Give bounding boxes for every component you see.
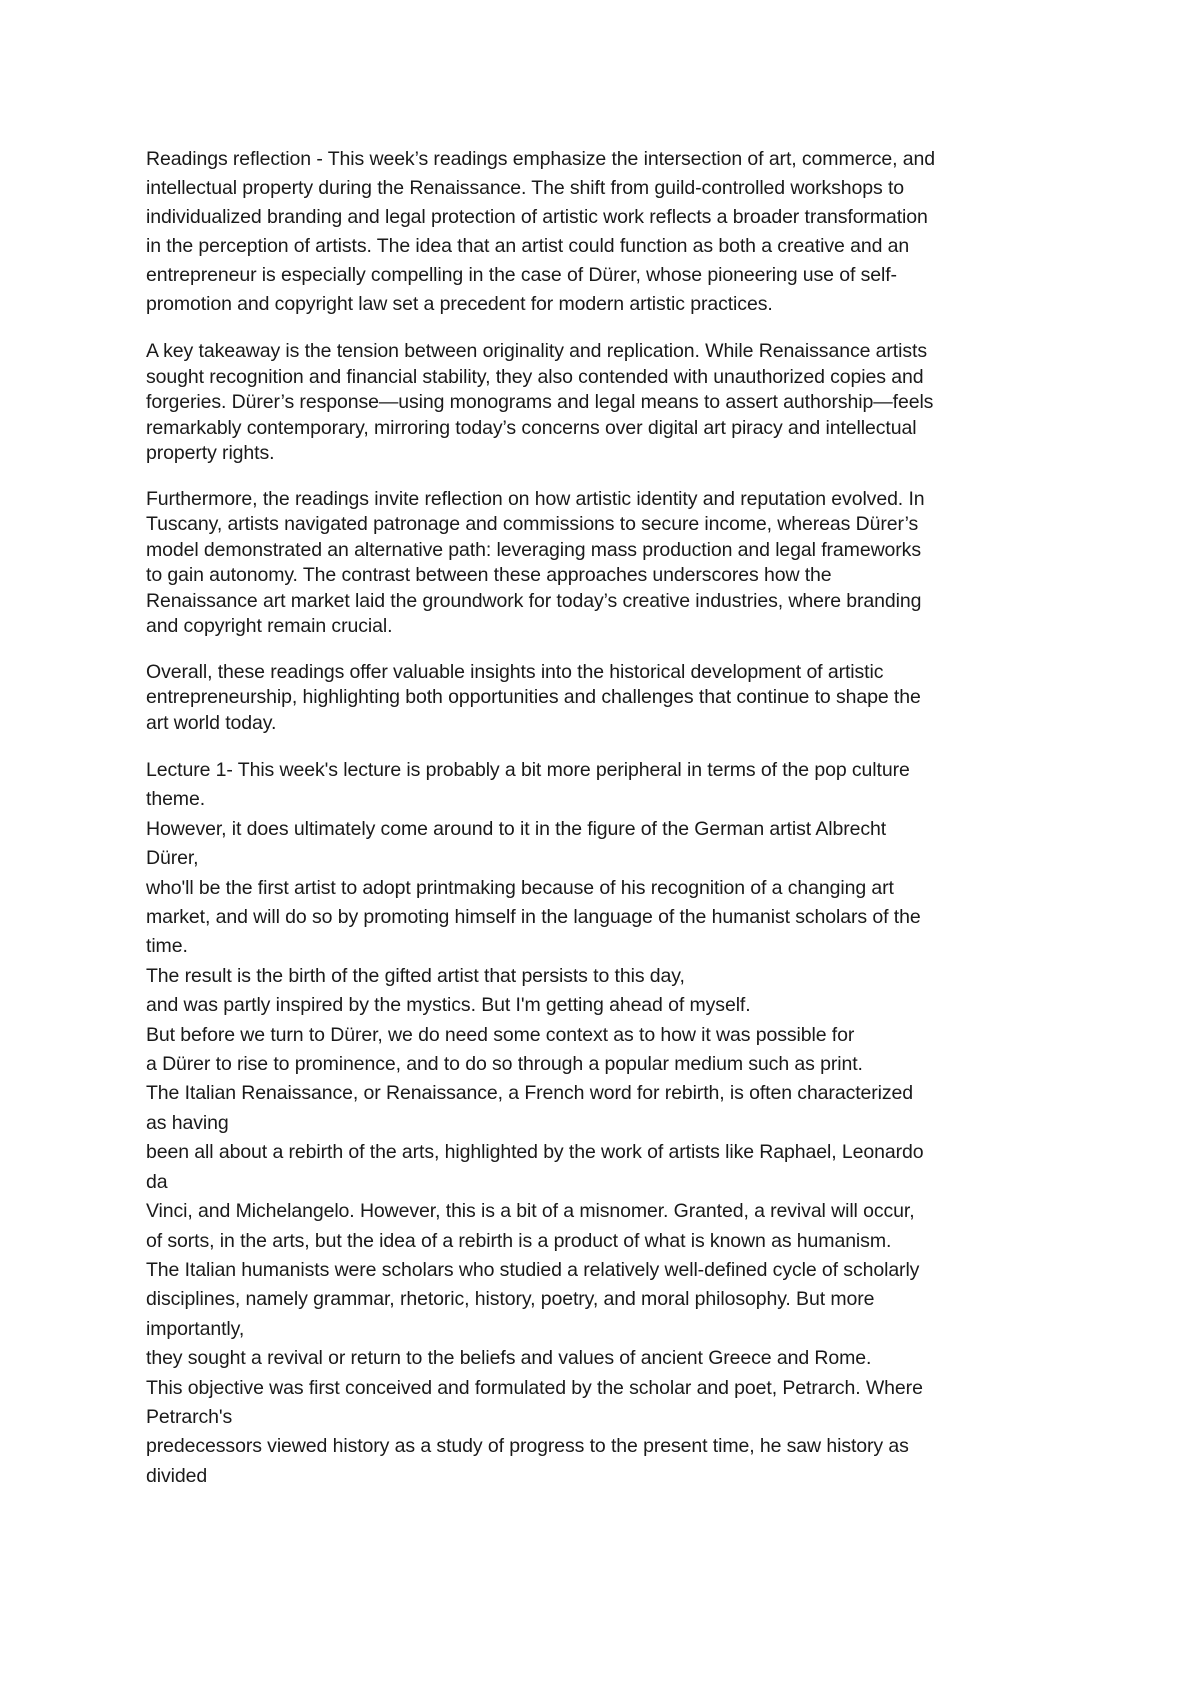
text-line: sought recognition and financial stability, they also contended with unauthorized copies and [146,365,924,388]
lecture-line: da [146,1170,168,1193]
text-line: promotion and copyright law set a precedent for modern artistic practices. [146,293,773,315]
text-line: property rights. [146,442,275,464]
text-line: forgeries. Dürer’s response—using monograms and legal means to assert authorship—feels [146,391,934,413]
text-line: intellectual property during the Renaissance. The shift from guild-controlled workshops to [146,177,905,199]
text-line: model demonstrated an alternative path: leveraging mass production and legal frameworks [146,538,921,561]
lecture-line: The Italian Renaissance, or Renaissance, a French word for rebirth, is often characterized [146,1082,914,1105]
document-body [146,145,1086,1491]
lecture-transcript [146,756,1086,1491]
text-line: individualized branding and legal protection of artistic work reflects a broader transformation [146,206,928,228]
text-line: A key takeaway is the tension between originality and replication. While Renaissance artists [146,340,927,362]
text-line: and copyright remain crucial. [146,615,393,637]
text-line: entrepreneurship, highlighting both opportunities and challenges that continue to shape the [146,686,921,708]
lecture-line: importantly, [146,1317,245,1340]
text-line: Tuscany, artists navigated patronage and commissions to secure income, whereas Dürer’s [146,513,919,535]
lecture-line: and was partly inspired by the mystics. But I'm getting ahead of myself. [146,994,751,1017]
lecture-line: market, and will do so by promoting himself in the language of the humanist scholars of the [146,906,921,929]
lecture-line: However, it does ultimately come around to it in the figure of the German artist Albrecht [146,817,887,840]
lecture-line: This objective was first conceived and formulated by the scholar and poet, Petrarch. Where [146,1376,923,1399]
reflection-paragraph-1 [146,145,1086,319]
text-line: in the perception of artists. The idea that an artist could function as both a creative and an [146,235,910,257]
lecture-line: as having [146,1111,229,1134]
lecture-line: disciplines, namely grammar, rhetoric, history, poetry, and moral philosophy. But more [146,1288,875,1311]
reflection-paragraph-3 [146,487,1086,640]
lecture-line: of sorts, in the arts, but the idea of a rebirth is a product of what is known as humanism. [146,1229,892,1252]
lecture-line: time. [146,935,188,958]
text-line: Readings reflection - This week’s readings emphasize the intersection of art, commerce, and [146,148,935,170]
text-line: to gain autonomy. The contrast between these approaches underscores how the [146,564,832,586]
text-line: Overall, these readings offer valuable insights into the historical development of artistic [146,660,884,683]
text-line: Furthermore, the readings invite reflection on how artistic identity and reputation evolved. In [146,487,925,510]
lecture-line: a Dürer to rise to prominence, and to do so through a popular medium such as print. [146,1053,863,1076]
lecture-line: Lecture 1- This week's lecture is probably a bit more peripheral in terms of the pop culture [146,759,910,781]
lecture-line: divided [146,1464,208,1487]
lecture-line: Vinci, and Michelangelo. However, this is a bit of a misnomer. Granted, a revival will occur, [146,1200,915,1223]
lecture-line: predecessors viewed history as a study of progress to the present time, he saw history as [146,1435,909,1458]
lecture-line: Dürer, [146,847,199,870]
text-line: entrepreneur is especially compelling in the case of Dürer, whose pioneering use of self- [146,264,897,286]
reflection-paragraph-4 [146,660,1086,737]
lecture-line: theme. [146,788,206,811]
text-line: remarkably contemporary, mirroring today’s concerns over digital art piracy and intellectual [146,416,917,439]
lecture-line: Petrarch's [146,1405,233,1428]
text-line: art world today. [146,711,277,734]
text-line: Renaissance art market laid the groundwork for today’s creative industries, where branding [146,589,922,612]
reflection-paragraph-2 [146,339,1086,467]
lecture-line: they sought a revival or return to the beliefs and values of ancient Greece and Rome. [146,1347,872,1370]
lecture-line: The Italian humanists were scholars who studied a relatively well-defined cycle of scholarly [146,1258,920,1281]
lecture-line: The result is the birth of the gifted artist that persists to this day, [146,964,685,987]
lecture-line: been all about a rebirth of the arts, highlighted by the work of artists like Raphael, Leonardo [146,1141,924,1164]
lecture-line: who'll be the first artist to adopt printmaking because of his recognition of a changing art [146,876,894,899]
lecture-line: But before we turn to Dürer, we do need some context as to how it was possible for [146,1023,855,1046]
